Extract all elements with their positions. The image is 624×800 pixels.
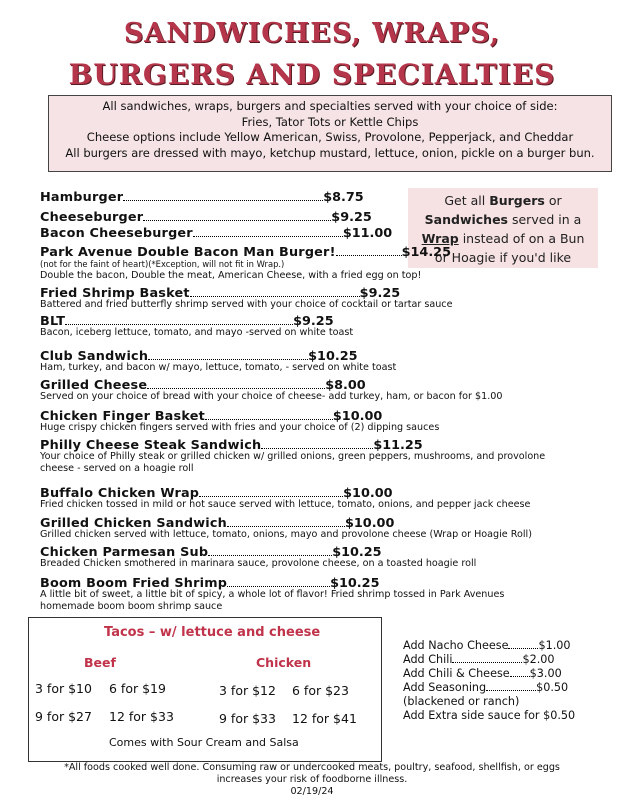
- menu-item-leader: [143, 211, 331, 221]
- wrap-promo-text: served in a: [508, 212, 582, 227]
- menu-item-leader: [147, 379, 325, 389]
- menu-item-price: $8.75: [323, 190, 364, 205]
- addon-item: [403, 667, 623, 681]
- tacos-price-beef: 12 for $33: [109, 709, 174, 724]
- menu-item-leader: [208, 546, 332, 556]
- addon-label: (blackened or ranch): [403, 695, 520, 708]
- footer: [0, 762, 624, 798]
- wrap-promo-text: or Hoagie if you'd like: [434, 250, 572, 265]
- menu-item-name: Cheeseburger: [40, 210, 144, 225]
- menu-item-price: $9.25: [331, 210, 372, 225]
- menu-item-price: $11.00: [342, 226, 393, 241]
- menu-item-leader: [199, 487, 343, 497]
- tacos-title-text: Tacos: [104, 625, 145, 640]
- menu-item-leader: [65, 315, 293, 325]
- menu-title-line-1: SANDWICHES, WRAPS,: [123, 18, 501, 49]
- menu-item-description: homemade boom boom shrimp sauce: [40, 601, 223, 612]
- sides-info-line-1: All sandwiches, wraps, burgers and specialties served with your choice of side:: [102, 99, 558, 113]
- menu-item-description: Served on your choice of bread with your choice of cheese- add turkey, ham, or bacon for $1.00: [40, 391, 503, 402]
- menu-item-price: $10.25: [308, 349, 358, 364]
- addon-item: [403, 653, 623, 667]
- addon-price: $1.00: [538, 639, 571, 652]
- menu-item-name: Bacon Cheeseburger: [40, 226, 193, 241]
- tacos-chicken-label: Chicken: [256, 655, 312, 670]
- menu-item-name: Boom Boom Fried Shrimp: [40, 576, 228, 591]
- menu-item-leader: [336, 246, 402, 256]
- menu-item-leader: [227, 517, 345, 527]
- tacos-note: Comes with Sour Cream and Salsa: [109, 736, 299, 749]
- menu-item-leader: [193, 227, 343, 237]
- menu-item-price: $9.25: [359, 286, 401, 301]
- wrap-promo-sandwiches: Sandwiches: [424, 212, 508, 227]
- menu-item-leader: [123, 191, 323, 201]
- footer-disclaimer-line-2: increases your risk of foodborne illness.: [216, 774, 408, 785]
- menu-item-leader: [261, 439, 373, 449]
- menu-item-name: Fried Shrimp Basket: [40, 286, 190, 301]
- sides-info-box: [48, 95, 612, 172]
- menu-item-description: Breaded Chicken smothered in marinara sauce, provolone cheese, on a toasted hoagie roll: [40, 558, 477, 569]
- menu-item-description: Grilled chicken served with lettuce, tomato, onions, mayo and provolone cheese (Wrap or Hoagie Roll): [40, 529, 532, 540]
- tacos-price-chicken: 6 for $23: [292, 683, 349, 698]
- menu-item-price: $10.25: [332, 545, 382, 560]
- menu-item-price: $8.00: [325, 378, 366, 393]
- menu-item-price: $10.00: [332, 409, 383, 424]
- addon-label: Add Chili: [403, 653, 453, 666]
- menu-item-description: Your choice of Philly steak or grilled chicken w/ grilled onions, green peppers, mushrooms, and provolone: [40, 451, 546, 462]
- menu-item-price: $10.00: [343, 486, 393, 501]
- menu-item-description: (not for the faint of heart)(*Exception, will not fit in Wrap.): [40, 259, 285, 269]
- tacos-price-beef: 3 for $10: [35, 681, 92, 696]
- menu-item-price: $10.25: [330, 576, 380, 591]
- menu-item-description: Bacon, iceberg lettuce, tomato, and mayo -served on white toast: [40, 327, 354, 338]
- addon-item: [403, 639, 623, 653]
- tacos-title: [104, 625, 320, 640]
- menu-item-name: Club Sandwich: [40, 349, 149, 364]
- menu-item-description: Fried chicken tossed in mild or hot sauce served with lettuce, tomato, onions, and pepper jack cheese: [40, 499, 531, 510]
- addon-price: $2.00: [522, 653, 555, 666]
- wrap-promo-wrap: Wrap: [421, 231, 459, 246]
- sides-info-line-4: All burgers are dressed with mayo, ketchup mustard, lettuce, onion, pickle on a burger bun.: [65, 145, 595, 160]
- menu-item-name: Grilled Cheese: [40, 378, 148, 393]
- menu-item-name: Buffalo Chicken Wrap: [40, 486, 200, 501]
- menu-item-leader: [148, 350, 308, 360]
- menu-item-leader: [190, 287, 360, 297]
- menu-title-line-2: BURGERS AND SPECIALTIES: [68, 58, 556, 91]
- addon-label: Add Nacho Cheese: [403, 639, 509, 652]
- menu-item-name: Hamburger: [40, 190, 124, 205]
- menu-item-leader: [205, 410, 333, 420]
- wrap-promo-text: or: [544, 193, 562, 208]
- tacos-price-chicken: 12 for $41: [292, 711, 357, 726]
- addon-label: Add Seasoning: [403, 681, 487, 694]
- footer-date: 02/19/24: [290, 786, 334, 797]
- menu-item-description: cheese - served on a hoagie roll: [40, 463, 194, 474]
- menu-item-name: Park Avenue Double Bacon Man Burger!: [40, 245, 336, 260]
- menu-item-name: Chicken Finger Basket: [40, 409, 205, 424]
- menu-item-description: Double the bacon, Double the meat, American Cheese, with a fried egg on top!: [40, 270, 422, 281]
- tacos-subtitle: – w/ lettuce and cheese: [144, 625, 321, 640]
- tacos-price-beef: 6 for $19: [109, 681, 166, 696]
- menu-item-description: A little bit of sweet, a little bit of spicy, a whole lot of flavor! Fried shrimp tossed in Park Avenues: [40, 589, 505, 600]
- tacos-price-chicken: 3 for $12: [219, 683, 276, 698]
- wrap-promo-text: instead of on a Bun: [458, 231, 585, 246]
- addon-leader: [486, 683, 536, 691]
- addon-label: Add Chili & Cheese: [403, 667, 510, 680]
- menu-item-price: $11.25: [373, 438, 423, 453]
- sides-info-line-2: Fries, Tator Tots or Kettle Chips: [241, 114, 419, 129]
- menu-item-description: Battered and fried butterfly shrimp served with your choice of cocktail or tartar sauce: [40, 299, 453, 310]
- menu-item-name: Philly Cheese Steak Sandwich: [40, 438, 262, 453]
- menu-item-leader: [227, 577, 330, 587]
- addon-price: $0.50: [536, 681, 569, 694]
- addon-leader: [510, 669, 530, 677]
- tacos-price-chicken: 9 for $33: [219, 711, 276, 726]
- menu-item-name: Grilled Chicken Sandwich: [40, 516, 227, 531]
- footer-disclaimer-line-1: *All foods cooked well done. Consuming raw or undercooked meats, poultry, seafood, shellfish, or eggs: [64, 762, 560, 773]
- tacos-beef-label: Beef: [84, 655, 116, 670]
- addon-label: Add Extra side sauce for $0.50: [403, 709, 576, 722]
- menu-item-description: Ham, turkey, and bacon w/ mayo, lettuce, tomato, - served on white toast: [40, 362, 397, 373]
- addon-leader: [452, 655, 522, 663]
- menu-item-description: Huge crispy chicken fingers served with fries and your choice of (2) dipping sauces: [40, 422, 440, 433]
- menu-item: [40, 222, 392, 241]
- addon-price: $3.00: [529, 667, 562, 680]
- sides-info-line-3: Cheese options include Yellow American, Swiss, Provolone, Pepperjack, and Cheddar: [86, 130, 574, 144]
- tacos-box: [28, 617, 382, 762]
- menu-item-name: BLT: [40, 314, 66, 329]
- wrap-promo-text: Get all: [444, 193, 490, 208]
- addons-list: [403, 639, 623, 723]
- menu-item-price: $10.00: [344, 516, 395, 531]
- menu-item-price: $9.25: [293, 314, 334, 329]
- addon-item: [403, 695, 623, 709]
- tacos-price-beef: 9 for $27: [35, 709, 92, 724]
- addon-leader: [508, 641, 538, 649]
- menu-item-price: $14.25: [401, 245, 451, 260]
- addon-item: [403, 681, 623, 695]
- menu-item: [40, 186, 364, 205]
- wrap-promo-burgers: Burgers: [489, 193, 545, 208]
- menu-item-name: Chicken Parmesan Sub: [40, 545, 209, 560]
- addon-item: [403, 709, 623, 723]
